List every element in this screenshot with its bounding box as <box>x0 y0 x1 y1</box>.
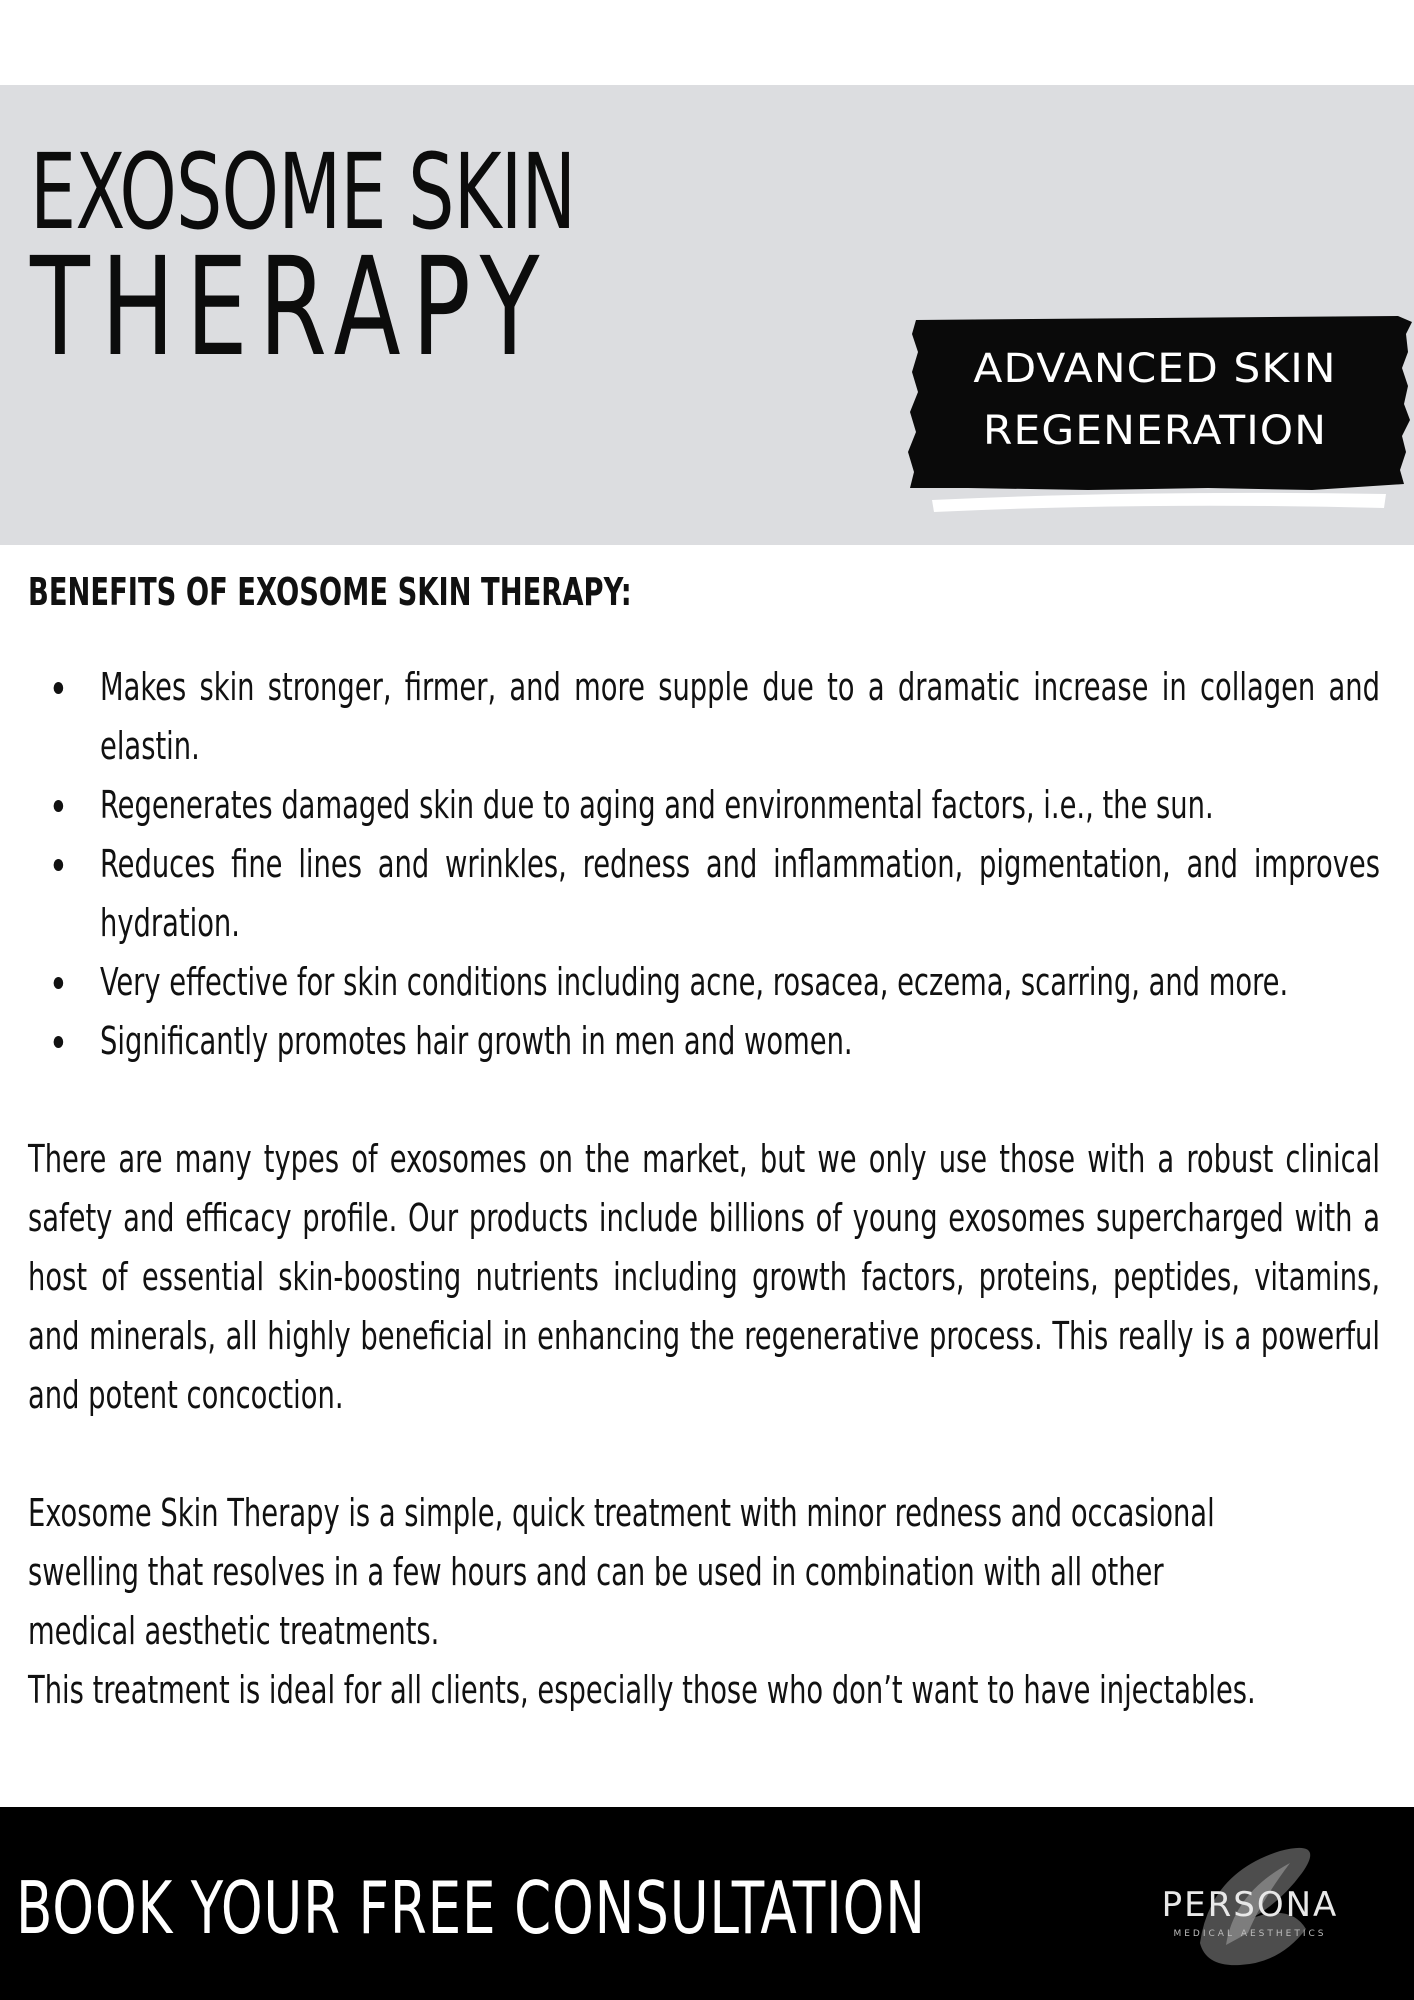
treatment-paragraph <box>28 1484 1380 1661</box>
bullet-icon <box>54 859 64 871</box>
benefit-list <box>28 658 1380 1071</box>
content <box>28 566 1386 1720</box>
treatment-line1: Exosome Skin Therapy is a simple, quick treatment with minor redness and occasional <box>28 1491 1215 1535</box>
logo-wordmark: PERSONA <box>1161 1885 1339 1925</box>
bullet-icon <box>54 1036 64 1048</box>
benefit-text: Makes skin stronger, firmer, and more supple due to a dramatic increase in collagen and elastin. <box>100 665 1380 768</box>
benefit-text: Significantly promotes hair growth in men and women. <box>100 1019 853 1063</box>
benefit-text: Reduces fine lines and wrinkles, redness and inflammation, pigmentation, and improves hydration. <box>100 842 1380 945</box>
benefits-heading: BENEFITS OF EXOSOME SKIN THERAPY: <box>28 570 632 614</box>
benefit-item <box>28 658 1380 776</box>
benefit-item <box>28 776 1380 835</box>
logo-subtitle: MEDICAL AESTHETICS <box>1173 1929 1327 1939</box>
page-title-line2: THERAPY <box>30 229 551 387</box>
benefit-text: Regenerates damaged skin due to aging and environmental factors, i.e., the sun. <box>100 783 1214 827</box>
treatment-line2: swelling that resolves in a few hours and can be used in combination with all other <box>28 1550 1164 1594</box>
benefit-item <box>28 953 1380 1012</box>
bullet-icon <box>54 682 64 694</box>
benefit-text: Very effective for skin conditions including acne, rosacea, eczema, scarring, and more. <box>100 960 1289 1004</box>
benefit-item <box>28 835 1380 953</box>
ideal-paragraph: This treatment is ideal for all clients, especially those who don’t want to have injectables. <box>28 1668 1256 1712</box>
persona-logo <box>1130 1833 1370 1973</box>
tape-text <box>893 338 1414 462</box>
tape-line1: ADVANCED SKIN <box>973 346 1337 392</box>
bullet-icon <box>54 977 64 989</box>
content-inner <box>28 566 1380 1720</box>
benefit-item <box>28 1012 1380 1071</box>
bullet-icon <box>54 800 64 812</box>
tape-label <box>908 312 1414 512</box>
book-consultation-link[interactable]: BOOK YOUR FREE CONSULTATION <box>16 1866 926 1950</box>
exosome-paragraph: There are many types of exosomes on the market, but we only use those with a robust clinical safety and efficacy profile. Our products include billions of young exosomes supercharged with a host of essential skin-boosting nutrients including growth factors, proteins, peptides, vitamins, and minerals, all highly beneficial in enhancing the regenerative process. This really is a powerful and potent concoction. <box>28 1137 1380 1417</box>
tape-line2: REGENERATION <box>982 408 1328 454</box>
treatment-line3: medical aesthetic treatments. <box>28 1609 440 1653</box>
page-title-line1: EXOSOME SKIN <box>30 131 576 253</box>
